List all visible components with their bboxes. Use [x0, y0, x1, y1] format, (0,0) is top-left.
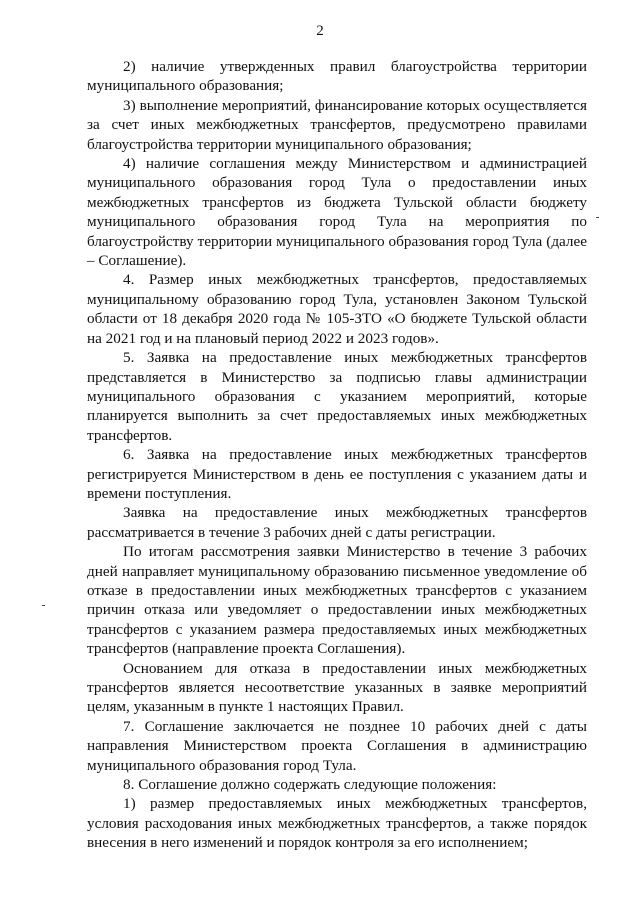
- paragraph-5: 5. Заявка на предоставление иных межбюджетных трансфертов представляется в Министерство за подписью главы администрации муниципального образования с указанием мероприятий, которые планируется выполнить за счет предоставляемых иных межбюджетных трансфертов.: [87, 349, 587, 444]
- paragraph-1: 2) наличие утвержденных правил благоустройства территории муниципального образования;: [87, 58, 587, 95]
- paragraph-7: Заявка на предоставление иных межбюджетных трансфертов рассматривается в течение 3 рабочих дней с даты регистрации.: [87, 504, 587, 541]
- paragraph-3: 4) наличие соглашения между Министерством и администрацией муниципального образования город Тула о предоставлении иных межбюджетных трансфертов из бюджета Тульской области бюджету муниципального образования город Тула на мероприятия по благоустройству территории муниципального образования город Тула (далее – Соглашение).: [87, 155, 587, 270]
- document-body: [87, 57, 587, 853]
- paragraph-8: По итогам рассмотрения заявки Министерство в течение 3 рабочих дней направляет муниципальному образованию письменное уведомление об отказе в предоставлении иных межбюджетных трансфертов с указанием причин отказа или уведомляет о предоставлении иных межбюджетных трансфертов с указанием размера предоставляемых иных межбюджетных трансфертов (направление проекта Соглашения).: [87, 543, 587, 658]
- scan-speck: [596, 217, 599, 218]
- paragraph-9: Основанием для отказа в предоставлении иных межбюджетных трансфертов является несоответствие указанных в заявке мероприятий целям, указанным в пункте 1 настоящих Правил.: [87, 659, 587, 716]
- paragraph-2: 3) выполнение мероприятий, финансирование которых осуществляется за счет иных межбюджетных трансфертов, предусмотрено правилами благоустройства территории муниципального образования;: [87, 96, 587, 153]
- paragraph-4: 4. Размер иных межбюджетных трансфертов, предоставляемых муниципальному образованию город Тула, установлен Законом Тульской области от 18 декабря 2020 года № 105-ЗТО «О бюджете Тульской области на 2021 год и на плановый период 2022 и 2023 годов».: [87, 271, 587, 347]
- paragraph-6: 6. Заявка на предоставление иных межбюджетных трансфертов регистрируется Министерством в день ее поступления с указанием даты и времени поступления.: [87, 446, 587, 502]
- paragraph-11: 8. Соглашение должно содержать следующие положения:: [123, 776, 497, 794]
- paragraph-10: 7. Соглашение заключается не позднее 10 рабочих дней с даты направления Министерством проекта Соглашения в администрацию муниципального образования город Тула.: [87, 717, 587, 774]
- paragraph-12: 1) размер предоставляемых иных межбюджетных трансфертов, условия расходования иных межбюджетных трансфертов, а также порядок внесения в него изменений и порядок контроля за его исполнением;: [87, 795, 587, 852]
- scan-speck: [42, 605, 45, 606]
- page-number: 2: [316, 23, 324, 39]
